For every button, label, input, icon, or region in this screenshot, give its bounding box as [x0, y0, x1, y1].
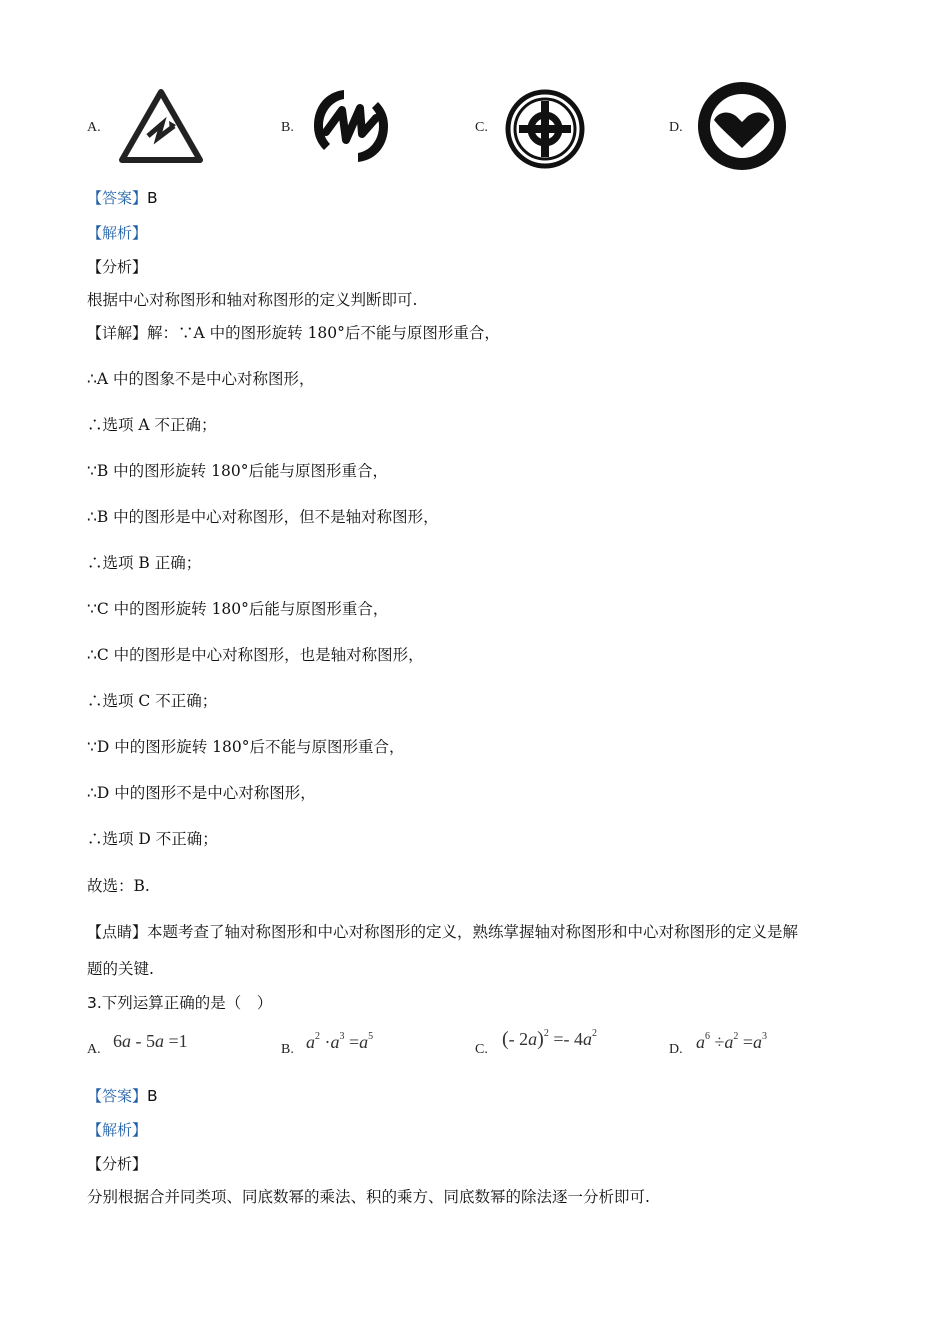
- q3-analysis-text: 分别根据合并同类项、同底数幂的乘法、积的乘方、同底数幂的除法逐一分析即可.: [87, 1188, 650, 1206]
- circle-cross-logo-icon: [504, 88, 586, 174]
- solution-line: ∴选项 B 正确；: [87, 554, 202, 572]
- option-b-label: B.: [281, 120, 294, 135]
- solution-line: ∴选项 D 不正确；: [87, 830, 218, 848]
- comment-line-1: [87, 922, 798, 942]
- solution-line: ∴D 中的图形不是中心对称图形，: [87, 784, 316, 802]
- triangle-zigzag-sign-icon: [118, 88, 204, 168]
- q3-jiexi-tag: 【解析】: [87, 1121, 148, 1139]
- answer-value: B: [147, 189, 158, 207]
- option-d-label: D.: [669, 120, 683, 135]
- q3-option-a-label: A.: [87, 1042, 101, 1057]
- question-text: 下列运算正确的是（ ）: [101, 994, 273, 1012]
- q3-answer-row: [87, 1086, 158, 1106]
- detail-tag: 【详解】: [87, 324, 148, 342]
- solution-line: ∴A 中的图象不是中心对称图形，: [87, 370, 315, 388]
- q3-option-d-label: D.: [669, 1042, 683, 1057]
- question-number: 3.: [87, 994, 102, 1012]
- q3-option-c-label: C.: [475, 1042, 488, 1057]
- solution-line: ∵C 中的图形旋转 180°后能与原图形重合，: [87, 600, 389, 618]
- analysis-text: 根据中心对称图形和轴对称图形的定义判断即可.: [87, 291, 418, 309]
- q3-option-a-expression: 6a - 5a =1: [113, 1031, 188, 1051]
- q3-option-c-expression: (- $2a)^2 =- 4a^2$: [502, 1028, 597, 1050]
- fenxi-tag: 【分析】: [87, 258, 148, 276]
- question-3-stem: [87, 993, 272, 1013]
- answer-row: [87, 188, 158, 208]
- solution-line: ∴选项 C 不正确；: [87, 692, 218, 710]
- answer-tag: 【答案】: [87, 189, 148, 207]
- option-a-label: A.: [87, 120, 101, 135]
- solution-line: ∴B 中的图形是中心对称图形，但不是轴对称图形，: [87, 508, 439, 526]
- solution-line: ∴C 中的图形是中心对称图形，也是轴对称图形，: [87, 646, 424, 664]
- option-c-label: C.: [475, 120, 488, 135]
- detail-first-line: [87, 323, 500, 343]
- comment-line-2: 题的关键.: [87, 960, 154, 978]
- comment-tag: 【点睛】: [87, 923, 148, 941]
- q3-option-b-expression: $a^2 \cdot a^3 =a^5$: [306, 1031, 374, 1052]
- solution-line: 故选：B.: [87, 877, 150, 895]
- q3-option-d-expression: $a^6 \div a^2 =a^3$: [696, 1031, 768, 1052]
- jiexi-tag: 【解析】: [87, 224, 148, 242]
- solution-line: ∵D 中的图形旋转 180°后不能与原图形重合，: [87, 738, 405, 756]
- rotational-zigzag-logo-icon: [306, 84, 396, 172]
- q3-answer-tag: 【答案】: [87, 1087, 148, 1105]
- q3-answer-value: B: [147, 1087, 158, 1105]
- detail-text: 解：∵A 中的图形旋转 180°后不能与原图形重合，: [147, 324, 500, 342]
- comment-text: 本题考查了轴对称图形和中心对称图形的定义，熟练掌握轴对称图形和中心对称图形的定义是解: [147, 923, 799, 941]
- circle-heart-logo-icon: [696, 82, 788, 174]
- solution-line: ∴选项 A 不正确；: [87, 416, 217, 434]
- q3-fenxi-tag: 【分析】: [87, 1155, 148, 1173]
- solution-line: ∵B 中的图形旋转 180°后能与原图形重合，: [87, 462, 388, 480]
- q3-option-b-label: B.: [281, 1042, 294, 1057]
